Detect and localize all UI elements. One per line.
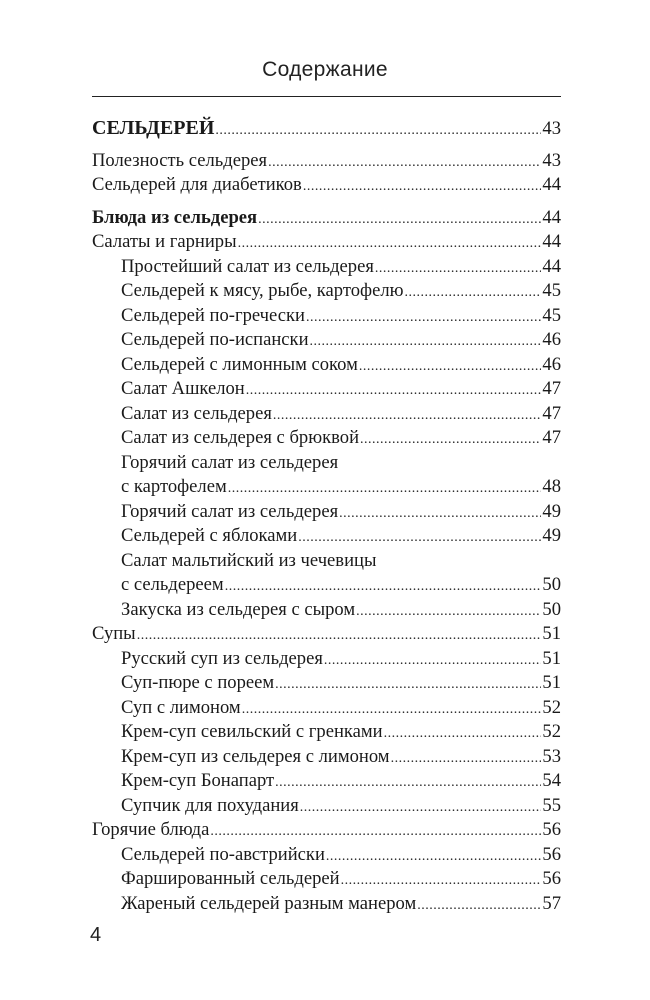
toc-entry[interactable] (92, 818, 561, 843)
toc-entry-title: Блюда из сельдерея (92, 206, 258, 228)
toc-dot-leader (275, 771, 541, 796)
toc-entry-title: Супы (92, 623, 136, 644)
toc-page-number: 56 (542, 868, 561, 889)
toc-dot-leader (306, 306, 541, 331)
toc-entry-line (92, 549, 561, 574)
toc-entry-title: Суп-пюре с пореем (121, 672, 275, 693)
toc-entry[interactable] (92, 377, 561, 402)
toc-entry-title: Супчик для похудания (121, 794, 299, 816)
toc-entry-title: Горячий салат из сельдерея (121, 500, 339, 522)
toc-entry-title-line1: Салат мальтийский из чечевицы (121, 549, 377, 571)
toc-dot-leader (303, 175, 542, 200)
toc-entry[interactable] (92, 255, 561, 280)
toc-entry[interactable] (92, 426, 561, 451)
toc-dot-leader (246, 379, 542, 404)
toc-entry[interactable] (92, 647, 561, 672)
toc-page-number: 45 (542, 304, 561, 326)
toc-entry[interactable] (92, 867, 561, 892)
toc-page-number: 51 (542, 672, 561, 693)
toc-entry[interactable] (92, 230, 561, 255)
toc-page-number: 53 (542, 745, 561, 767)
toc-dot-leader (242, 698, 542, 723)
toc-dot-leader (238, 232, 542, 257)
toc-page-number: 46 (542, 329, 561, 350)
toc-entry[interactable] (92, 500, 561, 525)
toc-page-number: 51 (542, 623, 561, 644)
toc-page-number: 48 (542, 476, 561, 497)
toc-entry-title: Сельдерей с яблоками (121, 525, 298, 546)
toc-dot-leader (210, 820, 541, 845)
toc-entry-title: с картофелем (121, 476, 227, 497)
toc-page-number: 44 (542, 255, 561, 277)
toc-entry-title: с сельдереем (121, 574, 224, 595)
toc-entry-title-line1: Горячий салат из сельдерея (121, 451, 339, 473)
toc-entry[interactable] (92, 116, 561, 141)
toc-dot-leader (359, 355, 542, 380)
toc-entry-title: Простейший салат из сельдерея (121, 255, 374, 277)
toc-entry-title: Салат Ашкелон (121, 378, 245, 399)
toc-entry-title: Крем-суп из сельдерея с лимоном (121, 745, 390, 767)
toc-entry[interactable] (92, 720, 561, 745)
toc-entry[interactable] (92, 892, 561, 917)
toc-page-number: 49 (542, 525, 561, 546)
toc-dot-leader (326, 845, 542, 870)
toc-entry-title: СЕЛЬДЕРЕЙ (92, 117, 215, 139)
toc-entry-title: Сельдерей для диабетиков (92, 174, 302, 195)
toc-dot-leader (356, 600, 541, 625)
toc-entry[interactable] (92, 573, 561, 598)
toc-page-number: 47 (542, 402, 561, 424)
toc-entry-title: Сельдерей к мясу, рыбе, картофелю (121, 280, 404, 301)
toc-entry-title: Сельдерей с лимонным соком (121, 353, 358, 375)
toc-dot-leader (384, 722, 542, 747)
toc-page-number: 50 (542, 574, 561, 595)
toc-dot-leader (310, 330, 542, 355)
toc-page-number: 51 (542, 647, 561, 669)
toc-entry[interactable] (92, 745, 561, 770)
toc-entry-title: Суп с лимоном (121, 696, 241, 718)
toc-entry[interactable] (92, 206, 561, 231)
toc-page-number: 46 (542, 353, 561, 375)
toc-dot-leader (275, 673, 541, 698)
toc-dot-leader (300, 796, 542, 821)
toc-dot-leader (405, 281, 542, 306)
toc-page-number: 52 (542, 721, 561, 742)
toc-entry[interactable] (92, 173, 561, 198)
toc-entry-title: Сельдерей по-гречески (121, 304, 305, 326)
toc-page-number: 56 (542, 843, 561, 865)
toc-dot-leader (225, 575, 542, 600)
toc-entry[interactable] (92, 279, 561, 304)
toc-entry[interactable] (92, 843, 561, 868)
toc-entry[interactable] (92, 598, 561, 623)
toc-dot-leader (391, 747, 542, 772)
toc-page-number: 54 (542, 770, 561, 791)
toc-entry[interactable] (92, 304, 561, 329)
toc-dot-leader (341, 869, 542, 894)
toc-entry-line (92, 451, 561, 476)
toc-entry[interactable] (92, 402, 561, 427)
toc-entry-title: Горячие блюда (92, 819, 210, 840)
toc-page-number: 45 (542, 280, 561, 301)
toc-dot-leader (417, 894, 541, 919)
toc-entry[interactable] (92, 524, 561, 549)
toc-entry[interactable] (92, 769, 561, 794)
toc-entry[interactable] (92, 475, 561, 500)
toc-entry-title: Закуска из сельдерея с сыром (121, 598, 356, 620)
page-number: 4 (90, 924, 102, 946)
toc-entry-title: Салаты и гарниры (92, 231, 237, 252)
toc-entry-title: Фаршированный сельдерей (121, 868, 340, 889)
toc-entry[interactable] (92, 671, 561, 696)
toc-entry-title: Жареный сельдерей разным манером (121, 892, 417, 914)
toc-dot-leader (137, 624, 542, 649)
toc-dot-leader (375, 257, 542, 282)
toc-dot-leader (298, 526, 541, 551)
toc-entry[interactable] (92, 149, 561, 174)
toc-page-number: 44 (542, 174, 561, 195)
toc-dot-leader (339, 502, 541, 527)
toc-page-number: 49 (542, 500, 561, 522)
toc-entry-title: Салат из сельдерея с брюквой (121, 427, 360, 448)
toc-page-number: 44 (542, 231, 561, 252)
toc-page-number: 44 (542, 206, 561, 228)
toc-dot-leader (360, 428, 541, 453)
toc-dot-leader (268, 151, 541, 176)
toc-entry-title: Крем-суп Бонапарт (121, 770, 275, 791)
toc-entry-title: Крем-суп севильский с гренками (121, 721, 383, 742)
toc-entry-title: Сельдерей по-австрийски (121, 843, 325, 865)
toc-dot-leader (324, 649, 542, 674)
toc-page-number: 55 (542, 794, 561, 816)
header-divider (92, 96, 561, 97)
toc-page-number: 47 (542, 378, 561, 399)
toc-dot-leader (258, 208, 541, 233)
toc-entry[interactable] (92, 622, 561, 647)
toc-entry[interactable] (92, 328, 561, 353)
toc-entry[interactable] (92, 794, 561, 819)
toc-page-number: 52 (542, 696, 561, 718)
toc-entry-title: Русский суп из сельдерея (121, 647, 323, 669)
toc-entry-title: Полезность сельдерея (92, 149, 268, 171)
toc-dot-leader (215, 119, 541, 144)
toc-page-number: 43 (542, 118, 561, 139)
toc-page-number: 50 (542, 598, 561, 620)
toc-page-number: 43 (542, 149, 561, 171)
toc-dot-leader (228, 477, 542, 502)
toc-page-number: 57 (542, 892, 561, 914)
toc-page-number: 56 (542, 819, 561, 840)
toc-entry-title: Салат из сельдерея (121, 402, 272, 424)
toc-entry[interactable] (92, 353, 561, 378)
page-header-title: Содержание (262, 58, 388, 81)
toc-dot-leader (273, 404, 542, 429)
toc-entry[interactable] (92, 696, 561, 721)
table-of-contents (92, 116, 561, 916)
toc-page-number: 47 (542, 427, 561, 448)
toc-entry-title: Сельдерей по-испански (121, 329, 309, 350)
